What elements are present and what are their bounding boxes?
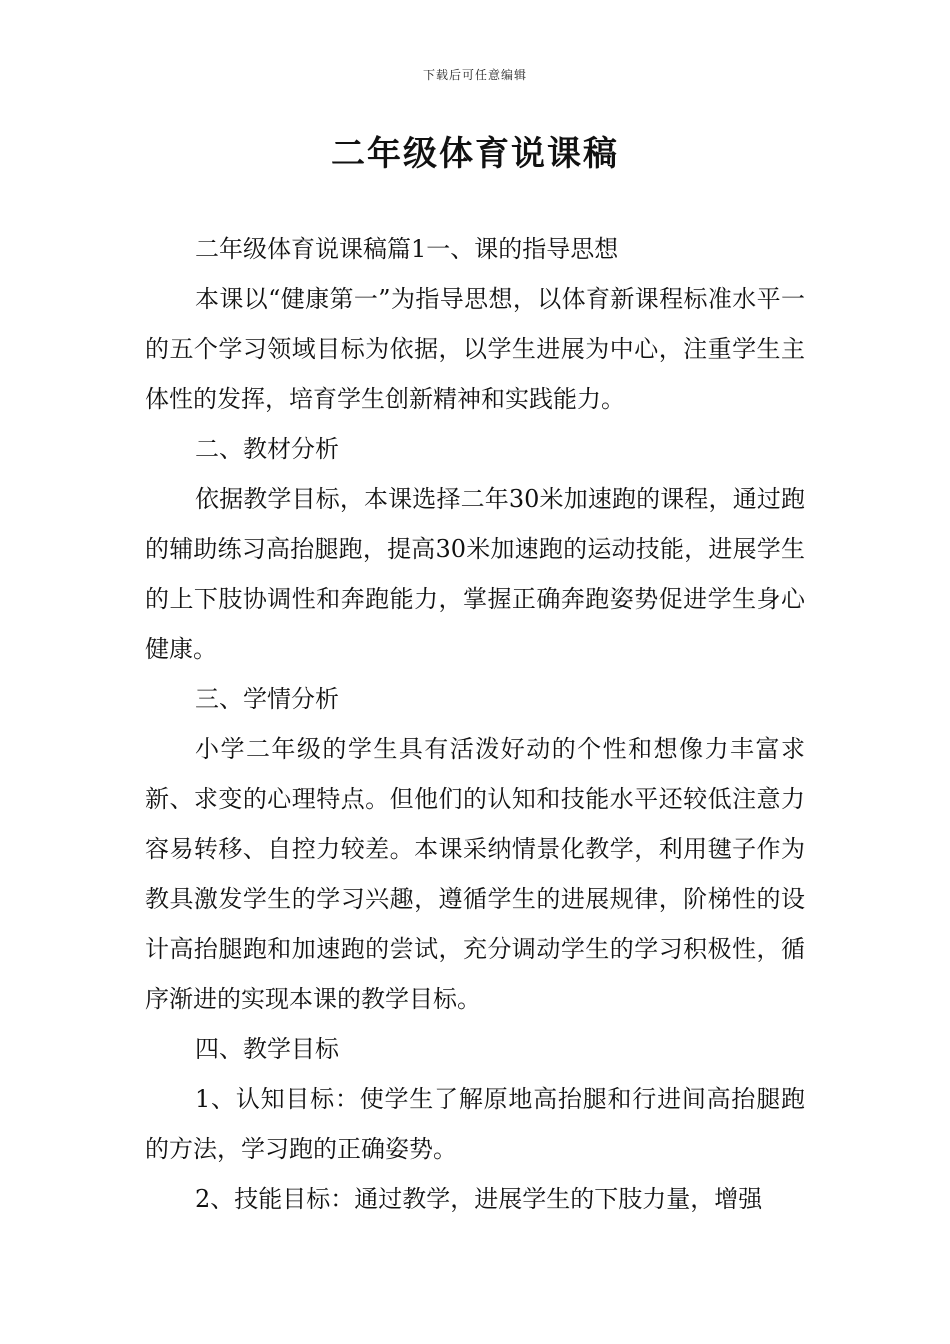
heading-teaching-goals: 四、教学目标 <box>195 1035 339 1063</box>
heading-student-analysis: 三、学情分析 <box>195 685 339 713</box>
document-title: 二年级体育说课稿 <box>331 134 619 174</box>
paragraph-goal-cognitive: 1、认知目标：使学生了解原地高抬腿和行进间高抬腿跑的方法，学习跑的正确姿势。 <box>145 1085 805 1163</box>
document-body <box>145 224 805 1224</box>
paragraph-material-analysis: 依据教学目标，本课选择二年30米加速跑的课程，通过跑的辅助练习高抬腿跑，提高30米加速跑的运动技能，进展学生的上下肢协调性和奔跑能力，掌握正确奔跑姿势促进学生身心健康。 <box>145 485 805 663</box>
paragraph-student-analysis: 小学二年级的学生具有活泼好动的个性和想像力丰富求新、求变的心理特点。但他们的认知和技能水平还较低注意力容易转移、自控力较差。本课采纳情景化教学，利用毽子作为教具激发学生的学习兴趣，遵循学生的进展规律，阶梯性的设计高抬腿跑和加速跑的尝试，充分调动学生的学习积极性，循序渐进的实现本课的教学目标。 <box>145 735 805 1013</box>
paragraph-section-intro: 二年级体育说课稿篇1一、课的指导思想 <box>195 235 619 263</box>
paragraph-goal-skill: 2、技能目标：通过教学，进展学生的下肢力量，增强 <box>195 1185 763 1213</box>
paragraph-guiding-idea: 本课以“健康第一”为指导思想，以体育新课程标准水平一的五个学习领域目标为依据，以学生进展为中心，注重学生主体性的发挥，培育学生创新精神和实践能力。 <box>145 285 805 413</box>
heading-material-analysis: 二、教材分析 <box>195 435 339 463</box>
header-note: 下载后可任意编辑 <box>422 68 527 82</box>
